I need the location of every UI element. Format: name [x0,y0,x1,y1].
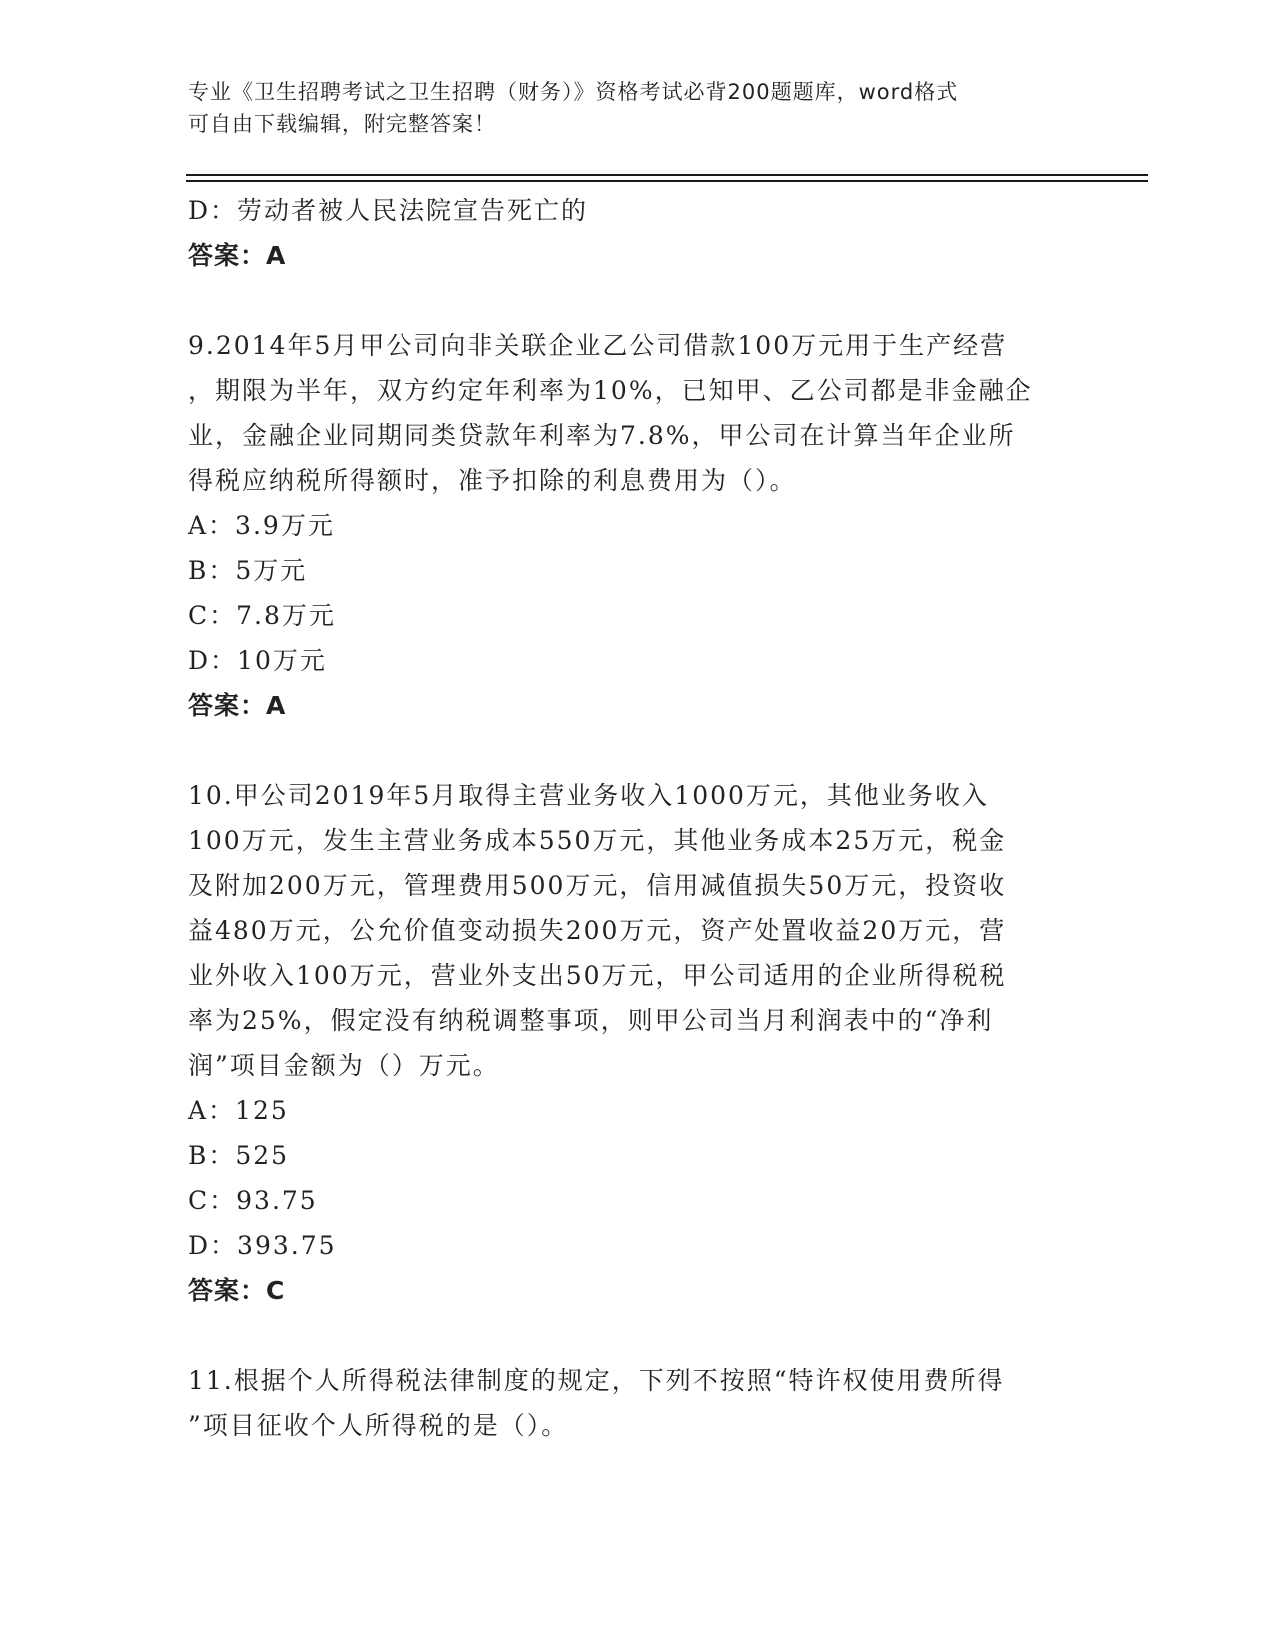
stem-line: 得税应纳税所得额时，准予扣除的利息费用为（）。 [188,466,797,495]
question-11 [188,1358,1068,1448]
answer: 答案：A [188,691,287,720]
option-a: A：3.9万元 [188,511,335,540]
spacer [188,728,1068,773]
option-d: D：劳动者被人民法院宣告死亡的 [188,196,589,225]
document-header [188,76,1068,140]
document-body [188,188,1068,1448]
question-stem [188,1358,1068,1448]
stem-line: 100万元，发生主营业务成本550万元，其他业务成本25万元，税金 [188,826,1007,855]
option-d: D：393.75 [188,1231,337,1260]
question-stem [188,773,1068,1088]
option-a: A：125 [188,1096,289,1125]
stem-line: 益480万元，公允价值变动损失200万元，资产处置收益20万元，营 [188,916,1007,945]
option-b: B：525 [188,1141,290,1170]
stem-line: 润”项目金额为（）万元。 [188,1051,500,1080]
option-c: C：7.8万元 [188,601,336,630]
option-c: C：93.75 [188,1186,318,1215]
header-divider-top [186,174,1148,176]
header-line-2: 可自由下载编辑，附完整答案！ [188,112,496,136]
question-9 [188,323,1068,728]
option-d: D：10万元 [188,646,327,675]
stem-line: 10.甲公司2019年5月取得主营业务收入1000万元，其他业务收入 [188,781,989,810]
header-line-1: 专业《卫生招聘考试之卫生招聘（财务）》资格考试必背200题题库，word格式 [188,80,959,104]
answer: 答案：A [188,241,287,270]
option-b: B：5万元 [188,556,308,585]
question-stem [188,323,1068,503]
header-divider-bottom [186,180,1148,182]
stem-line: 业，金融企业同期同类贷款年利率为7.8%，甲公司在计算当年企业所 [188,421,1016,450]
stem-line: ，期限为半年，双方约定年利率为10%，已知甲、乙公司都是非金融企 [188,376,1033,405]
answer: 答案：C [188,1276,286,1305]
spacer [188,278,1068,323]
question-10 [188,773,1068,1313]
stem-line: 业外收入100万元，营业外支出50万元，甲公司适用的企业所得税税 [188,961,1007,990]
stem-line: 率为25%，假定没有纳税调整事项，则甲公司当月利润表中的“净利 [188,1006,994,1035]
spacer [188,1313,1068,1358]
stem-line: 11.根据个人所得税法律制度的规定，下列不按照“特许权使用费所得 [188,1366,1005,1395]
previous-question-tail [188,188,1068,278]
stem-line: 及附加200万元，管理费用500万元，信用减值损失50万元，投资收 [188,871,1007,900]
stem-line: ”项目征收个人所得税的是（）。 [188,1411,569,1440]
stem-line: 9.2014年5月甲公司向非关联企业乙公司借款100万元用于生产经营 [188,331,1008,360]
